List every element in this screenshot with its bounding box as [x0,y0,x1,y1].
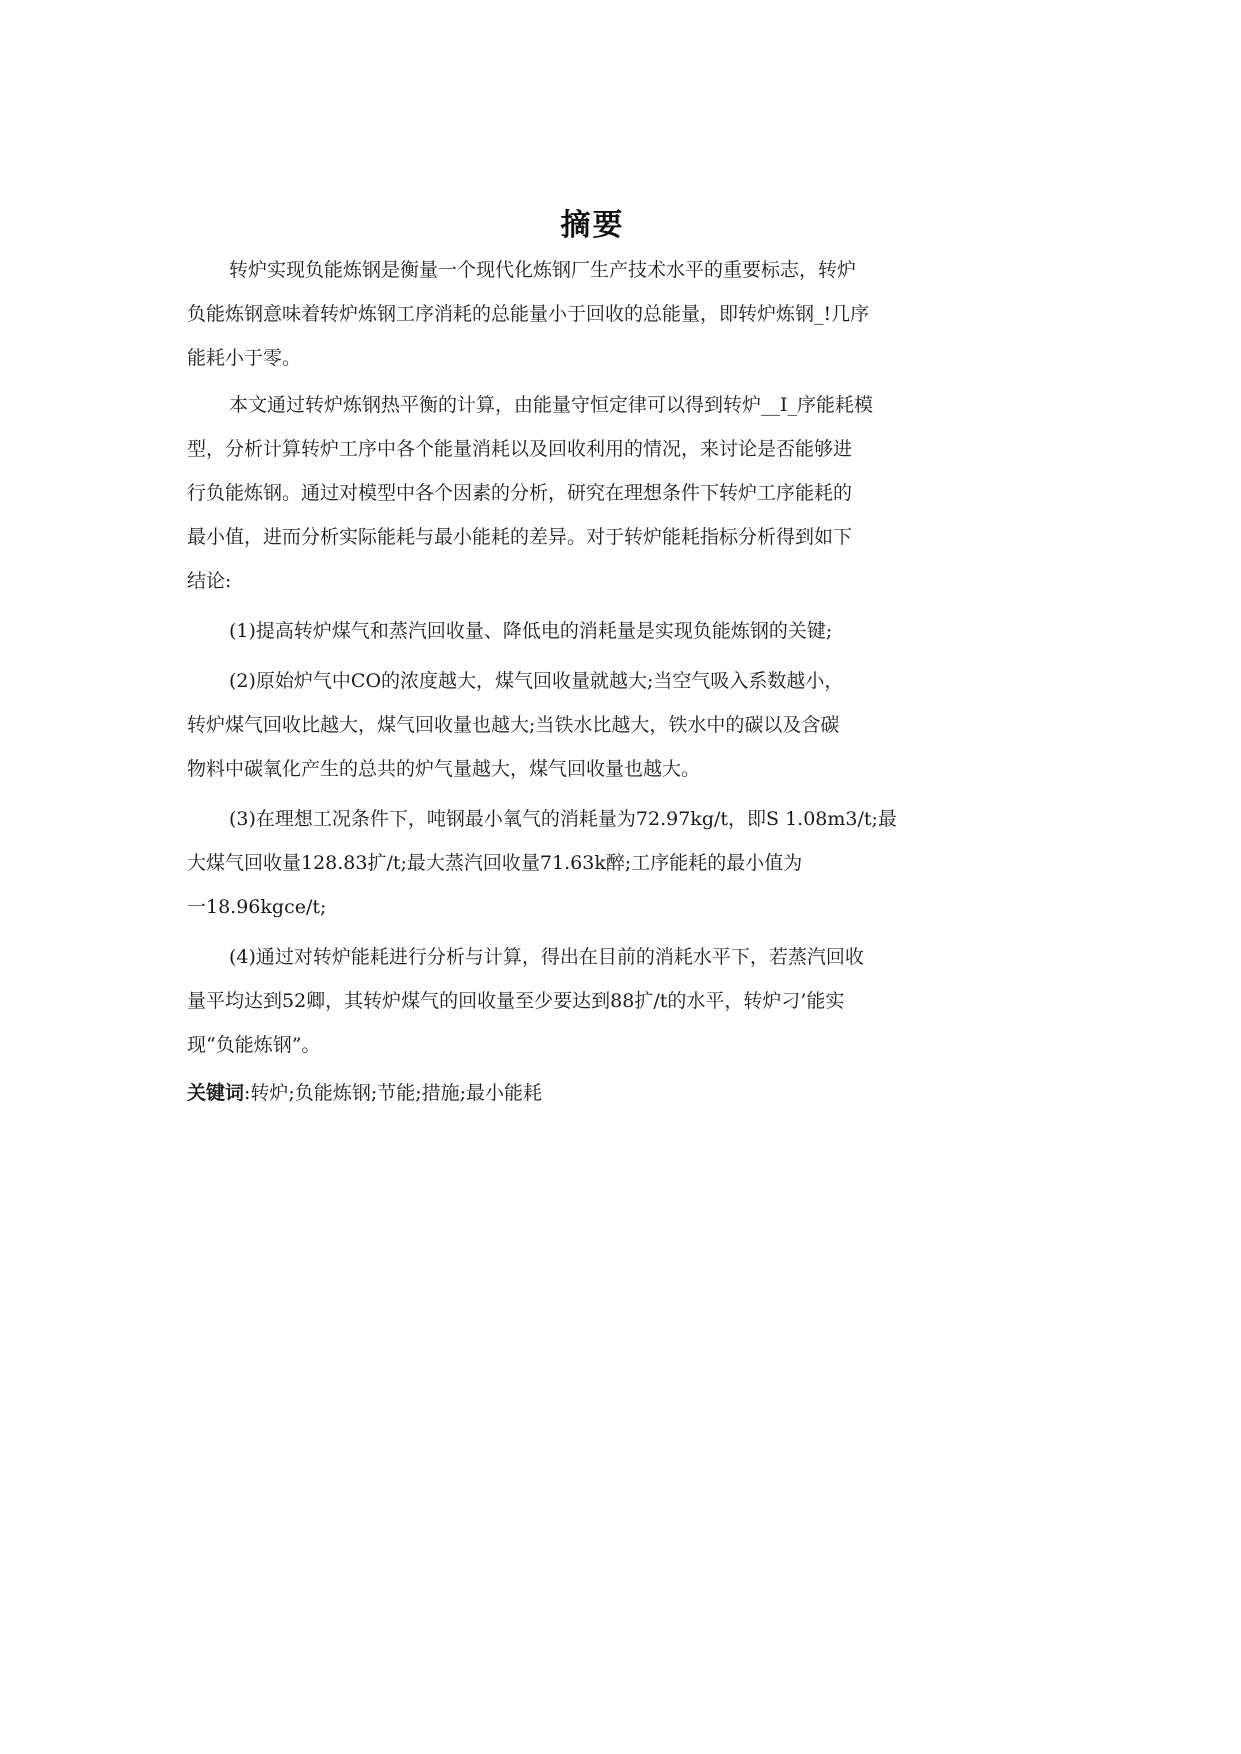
paragraph-line: 现“负能炼钢”。 [187,1034,321,1056]
conclusion-2-line: (2)原始炉气中CO的浓度越大，煤气回收量就越大;当空气吸入系数越小， [229,670,844,692]
paragraph-line: 能耗小于零。 [187,347,302,369]
keywords-label: 关键词 [187,1082,245,1104]
paragraph-line: 转炉实现负能炼钢是衡量一个现代化炼钢厂生产技术水平的重要标志，转炉 [229,259,857,281]
conclusion-1-line: (1)提高转炉煤气和蒸汽回收量、降低电的消耗量是实现负能炼钢的关键; [229,620,833,642]
paragraph-line: 型，分析计算转炉工序中各个能量消耗以及回收利用的情况，来讨论是否能够进 [187,438,853,460]
conclusion-3-line: (3)在理想工况条件下，吨钢最小氧气的消耗量为72.97kg/t，即S 1.08m3/t;最 [229,808,897,830]
paragraph-line: 本文通过转炉炼钢热平衡的计算，由能量守恒定律可以得到转炉__I_序能耗模 [229,394,874,416]
paragraph-line: 大煤气回收量128.83扩/t;最大蒸汽回收量71.63k醉;工序能耗的最小值为 [187,852,803,874]
paragraph-line: 行负能炼钢。通过对模型中各个因素的分析，研究在理想条件下转炉工序能耗的 [187,482,853,504]
keywords-text: :转炉;负能炼钢;节能;措施;最小能耗 [244,1082,543,1104]
paragraph-line: 一18.96kgce/t; [187,896,327,918]
paragraph-line: 量平均达到52卿，其转炉煤气的回收量至少要达到88扩/t的水平，转炉刁’能实 [187,990,845,1012]
paragraph-line: 转炉煤气回收比越大，煤气回收量也越大;当铁水比越大，铁水中的碳以及含碳 [187,714,840,736]
paragraph-line: 结论: [187,570,232,592]
conclusion-4-line: (4)通过对转炉能耗进行分析与计算，得出在目前的消耗水平下，若蒸汽回收 [229,946,864,968]
paragraph-line: 负能炼钢意味着转炉炼钢工序消耗的总能量小于回收的总能量，即转炉炼钢_!几序 [187,303,870,325]
abstract-title: 摘要 [560,208,625,243]
paragraph-line: 最小值，进而分析实际能耗与最小能耗的差异。对于转炉能耗指标分析得到如下 [187,526,853,548]
keywords-line [187,1080,542,1106]
paragraph-line: 物料中碳氧化产生的总共的炉气量越大，煤气回收量也越大。 [187,758,701,780]
